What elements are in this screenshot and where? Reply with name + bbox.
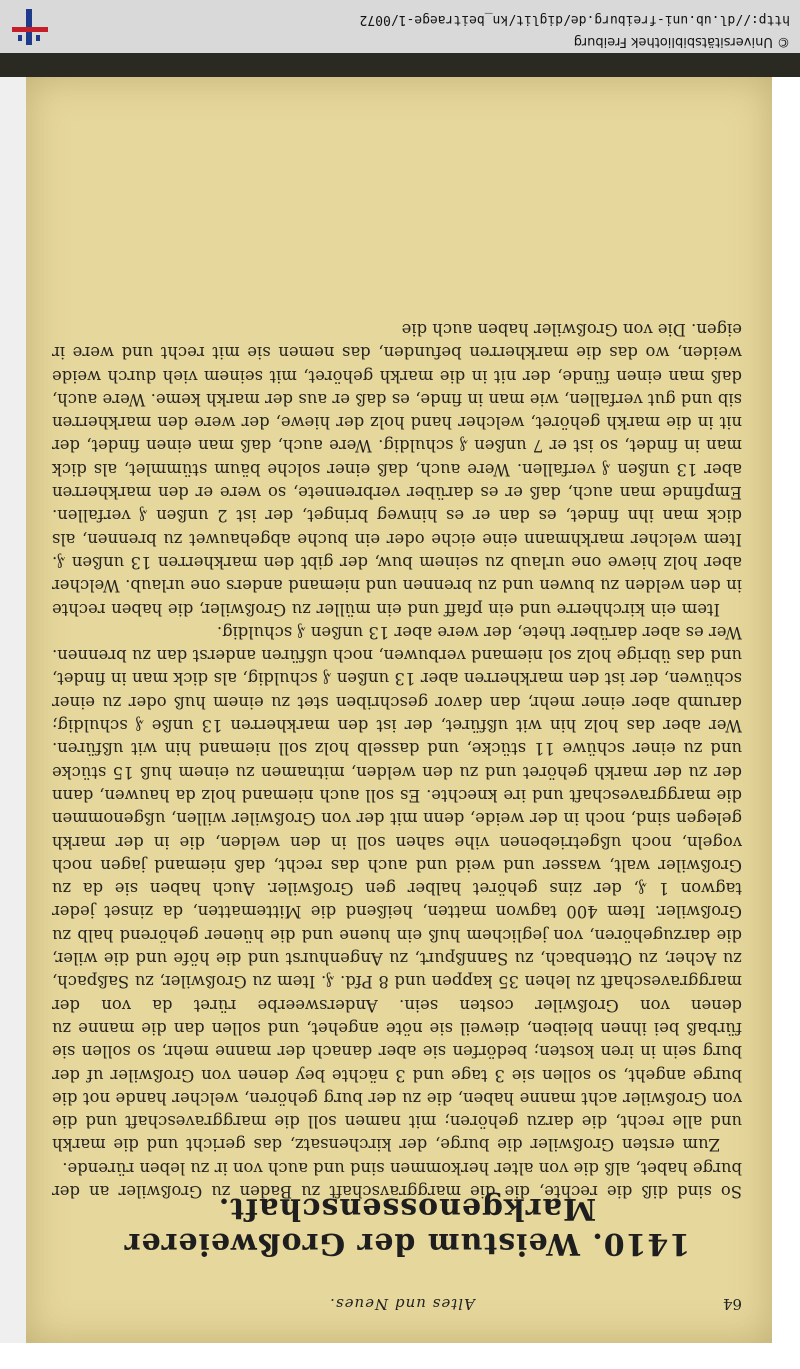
paragraph: So sind diß die rechte, die die marggravschaft zu Baden zu Großwiler an der burge habet, alß die von alter herkommen sind und auch von ir zu leben rürende. [52,1158,742,1201]
page-number: 64 [722,1295,742,1313]
page-title: 1410. Weistum der Großweierer Markgenossenschaft. [123,1191,691,1261]
book-page [26,77,772,1343]
body-text [52,318,742,1203]
permalink-url[interactable]: http://dl.ub.uni-freiburg.de/diglit/kn_beitraege-1/0072 [359,12,790,27]
paragraph: Item ein kirchherre und ein pfaff und ein müller zu Großwiler, die haben rechte in den welden zu buwen und zu brennen und niemand anders one urlaub. Welcher aber holz hiewe one urlaub zu seinem buw, der gibt den markherren 13 unßen ₰. Item welcher markhmann eine eiche oder ein buche abgehauwet zu brennen, als dick man ihn findet, es dan er es hinweg bringet, der ist 2 unßen ₰ verfallen. Empfinde man auch, daß er es darüber verbrennete, so were er den markherren aber 13 unßen ₰ verfallen. Were auch, daß einer solche bäum stümmlet, als dick man in findet, so ist er 7 unßen ₰ schuldig. Were auch, daß man einen findet, der nit in die markh gehöret, welcher hand holz der hiewe, der were den markherren sib und gut verfallen, wie man in finde, es daß er aus der markh keme. Were auch, daß man einen fünde, der nit in die markh gehöret, mit seinem vieh durch weide weiden, wo das die markherren befunden, das nemen sie mit recht und were ir eigen. Die von Großwiler haben auch die [52,320,742,619]
scan-margin [0,77,26,1343]
paragraph: Zum ersten Großwiler die burge, der kirchensatz, das gericht und die markh und alle recht, die darzu gehören; mit namen soll die marggraveschaft und die von Großwiler acht manne haben, die zu der burg gehören, welcher hande not die burge angeht, so sollen sie 3 tage und 3 nächte bey denen von Großwiler uf der burg sein in iren kosten; bedörfen sie aber danach der manne mehr, so sollen sie fürbaß bei ihnen bleiben, dieweil sie nöte angehet, und sollen dan die manne zu denen von Großwiler costen sein. Andersweerbe rüret da von der marggraveschaft zu lehen 35 kappen und 8 Pfd. ₰. Item zu Großwiler, zu Saßpach, zu Acher, zu Ottenbach, zu Sannßpurt, zu Angenhurst und die höfe und die wiler, die darzugehören, von jeglichem huß ein huene und die hüener gehörend halb zu Großwiler. Item 400 tagwon matten, heißend die Mittematten, da zinset jeder tagwon 1 ₰, der zins gehöret halber gen Großwiler. Auch haben sie da zu Großwiler walt, wasser und weid und auch das recht, daß niemand jagen noch vogeln, noch ußgetriebenen vihe sahen soll in den welden, die in der markh gelegen sind, noch in der weide, denn mit der von Großwiler willen, ußgenommen die marggraveschaft und ire knechte. Es soll auch niemand holz da hauwen, dann der zu der markh gehöret und zu den welden, mitnamen zu einem huß 15 stücke und zu einer schüwe 11 stücke, und dasselb holz soll niemand hin wit ußfüren. Wer aber das holz hin wit ußfüret, der ist den markherren 13 unße ₰ schuldig; darumb aber einer mehr, dan davor geschriben stet zu einem huß oder zu einer schüwen, der ist den markherren aber 13 unßen ₰ schuldig, als dick man in findet, und das übrige holz sol niemand verbuwen, noch ußfüren anderst dan zu brennen. Wer es aber darüber thete, der were aber 13 unßen ₰ schuldig. [52,622,742,1155]
library-logo-icon [8,7,52,47]
viewer-info-bar [0,0,800,53]
copyright-notice: © Universitätsbibliothek Freiburg [573,34,790,49]
running-head: Altes und Neues. [329,1295,475,1313]
scan-background-band [0,53,800,77]
